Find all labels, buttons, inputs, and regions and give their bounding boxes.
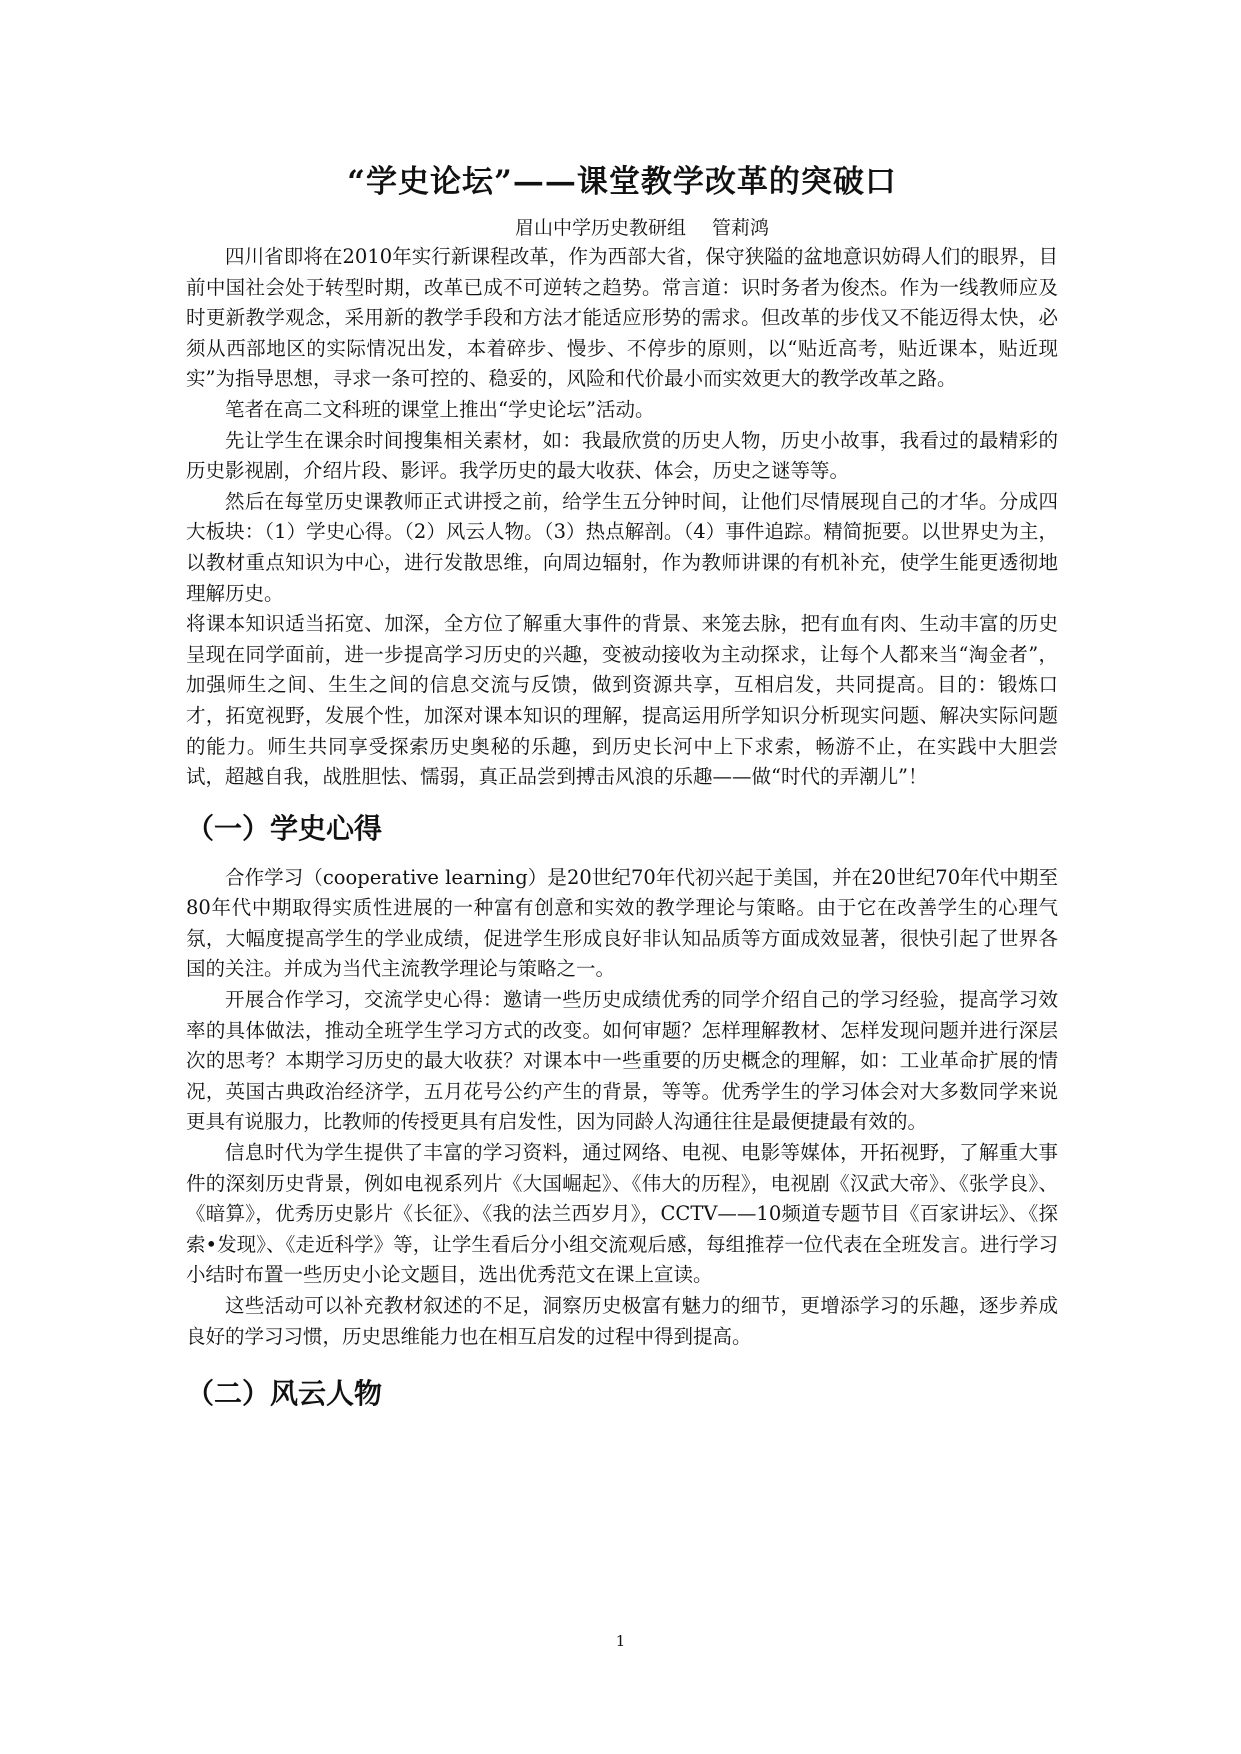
author-name: 管莉鸿: [712, 217, 770, 239]
document-title: “学史论坛”——课堂教学改革的突破口: [347, 164, 897, 200]
intro-paragraph: 然后在每堂历史课教师正式讲授之前，给学生五分钟时间，让他们尽情展现自己的才华。分成四大板块：（1）学史心得。（2）风云人物。（3）热点解剖。（4）事件追踪。精简扼要。以世界史为主，以教材重点知识为中心，进行发散思维，向周边辐射，作为教师讲课的有机补充，使学生能更透彻地理解历史。: [186, 489, 1058, 605]
document-body: [186, 160, 1058, 1414]
intro-paragraph: 先让学生在课余时间搜集相关素材，如：我最欣赏的历史人物，历史小故事，我看过的最精彩的历史影视剧，介绍片段、影评。我学历史的最大收获、体会，历史之谜等等。: [186, 428, 1058, 483]
author-organization: 眉山中学历史教研组: [514, 217, 686, 239]
intro-paragraph: 四川省即将在2010年实行新课程改革，作为西部大省，保守狭隘的盆地意识妨碍人们的眼界，目前中国社会处于转型时期，改革已成不可逆转之趋势。常言道：识时务者为俊杰。作为一线教师应及时更新教学观念，采用新的教学手段和方法才能适应形势的需求。但改革的步伐又不能迈得太快，必须从西部地区的实际情况出发，本着碎步、慢步、不停步的原则，以“贴近高考，贴近课本，贴近现实”为指导思想，寻求一条可控的、稳妥的，风险和代价最小而实效更大的教学改革之路。: [186, 245, 1058, 391]
intro-paragraph: 笔者在高二文科班的课堂上推出“学史论坛”活动。: [225, 397, 655, 421]
section-heading-study-insights: （一）学史心得: [186, 811, 383, 845]
section-heading-notable-figures: （二）风云人物: [186, 1377, 383, 1411]
section-paragraph: 信息时代为学生提供了丰富的学习资料，通过网络、电视、电影等媒体，开拓视野，了解重大事件的深刻历史背景，例如电视系列片《大国崛起》、《伟大的历程》，电视剧《汉武大帝》、《张学良》、《暗算》，优秀历史影片《长征》、《我的法兰西岁月》，CCTV——10频道专题节目《百家讲坛》、《探索•发现》、《走近科学》等，让学生看后分小组交流观后感，每组推荐一位代表在全班发言。进行学习小结时布置一些历史小论文题目，选出优秀范文在课上宣读。: [186, 1141, 1058, 1287]
page-number: 1: [615, 1632, 626, 1650]
section-paragraph: 这些活动可以补充教材叙述的不足，洞察历史极富有魅力的细节，更增添学习的乐趣，逐步养成良好的学习习惯，历史思维能力也在相互启发的过程中得到提高。: [186, 1294, 1058, 1348]
author-line: [186, 214, 1058, 242]
intro-paragraph-unindented: 将课本知识适当拓宽、加深，全方位了解重大事件的背景、来笼去脉，把有血有肉、生动丰富的历史呈现在同学面前，进一步提高学习历史的兴趣，变被动接收为主动探求，让每个人都来当“淘金者”，加强师生之间、生生之间的信息交流与反馈，做到资源共享，互相启发，共同提高。目的：锻炼口才，拓宽视野，发展个性，加深对课本知识的理解，提高运用所学知识分析现实问题、解决实际问题的能力。师生共同享受探索历史奥秘的乐趣，到历史长河中上下求索，畅游不止，在实践中大胆尝试，超越自我，战胜胆怯、懦弱，真正品尝到搏击风浪的乐趣——做“时代的弄潮儿”！: [186, 612, 1058, 789]
section-paragraph: 开展合作学习，交流学史心得：邀请一些历史成绩优秀的同学介绍自己的学习经验，提高学习效率的具体做法，推动全班学生学习方式的改变。如何审题？怎样理解教材、怎样发现问题并进行深层次的思考？本期学习历史的最大收获？对课本中一些重要的历史概念的理解，如：工业革命扩展的情况，英国古典政治经济学，五月花号公约产生的背景，等等。优秀学生的学习体会对大多数同学来说更具有说服力，比教师的传授更具有启发性，因为同龄人沟通往往是最便捷最有效的。: [186, 988, 1058, 1134]
section-paragraph: 合作学习（cooperative learning）是20世纪70年代初兴起于美国，并在20世纪70年代中期至80年代中期取得实质性进展的一种富有创意和实效的教学理论与策略。由于它在改善学生的心理气氛，大幅度提高学生的学业成绩，促进学生形成良好非认知品质等方面成效显著，很快引起了世界各国的关注。并成为当代主流教学理论与策略之一。: [186, 865, 1058, 981]
